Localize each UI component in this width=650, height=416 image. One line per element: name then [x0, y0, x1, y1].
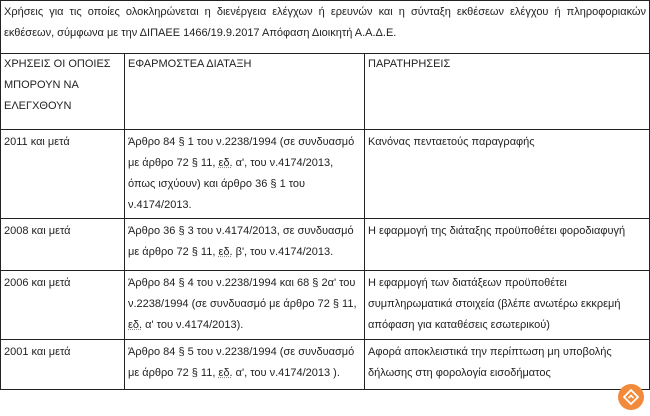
years-cell: 2011 και μετά	[1, 130, 125, 219]
intro-text: Χρήσεις για τις οποίες ολοκληρώνεται η διενέργεια ελέγχων ή ερευνών και η σύνταξη εκθέσεων ελέγχου ή πληροφοριακών εκθέσεων, σύμφωνα με την ΔΙΠΑΕΕ 1466/19.9.2017 Απόφαση Διοικητή Α.Α.Δ.Ε.	[1, 1, 650, 54]
notes-cell: Κανόνας πενταετούς παραγραφής	[365, 130, 650, 219]
diamond-arrow-icon	[623, 389, 639, 405]
header-years: ΧΡΗΣΕΙΣ ΟΙ ΟΠΟΙΕΣ ΜΠΟΡΟΥΝ ΝΑ ΕΛΕΓΧΘΟΥΝ	[1, 54, 125, 130]
provision-cell: Άρθρο 84 § 5 του ν.2238/1994 (σε συνδυασμό με άρθρο 72 § 11, εδ. α', του ν.4174/2013 ).	[125, 340, 365, 390]
intro-row	[1, 1, 650, 54]
years-cell: 2008 και μετά	[1, 219, 125, 271]
header-provision: ΕΦΑΡΜΟΣΤΕΑ ΔΙΑΤΑΞΗ	[125, 54, 365, 130]
years-cell: 2001 και μετά	[1, 340, 125, 390]
table-row	[1, 130, 650, 219]
table-row	[1, 340, 650, 390]
notes-cell: Η εφαρμογή των διατάξεων προϋποθέτει συμπληρωματικά στοιχεία (βλέπε ανωτέρω εκκρεμή απόφαση για καταθέσεις εσωτερικού)	[365, 271, 650, 340]
table-row	[1, 219, 650, 271]
provision-cell: Άρθρο 36 § 3 του ν.4174/2013, σε συνδυασμό με άρθρο 72 § 11, εδ. β', του ν.4174/2013.	[125, 219, 365, 271]
provision-cell: Άρθρο 84 § 4 του ν.2238/1994 και 68 § 2α' του ν.2238/1994 (σε συνδυασμό με άρθρο 72 § 11, εδ. α' του ν.4174/2013).	[125, 271, 365, 340]
years-cell: 2006 και μετά	[1, 271, 125, 340]
scroll-top-button[interactable]	[618, 384, 644, 410]
header-row	[1, 54, 650, 130]
provision-cell: Άρθρο 84 § 1 του ν.2238/1994 (σε συνδυασμό με άρθρο 72 § 11, εδ. α', του ν.4174/2013, όπως ισχύουν) και άρθρο 36 § 1 του ν.4174/2013.	[125, 130, 365, 219]
table-row	[1, 271, 650, 340]
header-notes: ΠΑΡΑΤΗΡΗΣΕΙΣ	[365, 54, 650, 130]
notes-cell: Αφορά αποκλειστικά την περίπτωση μη υποβολής δήλωσης στη φορολογία εισοδήματος	[365, 340, 650, 390]
notes-cell: Η εφαρμογή της διάταξης προϋποθέτει φοροδιαφυγή	[365, 219, 650, 271]
